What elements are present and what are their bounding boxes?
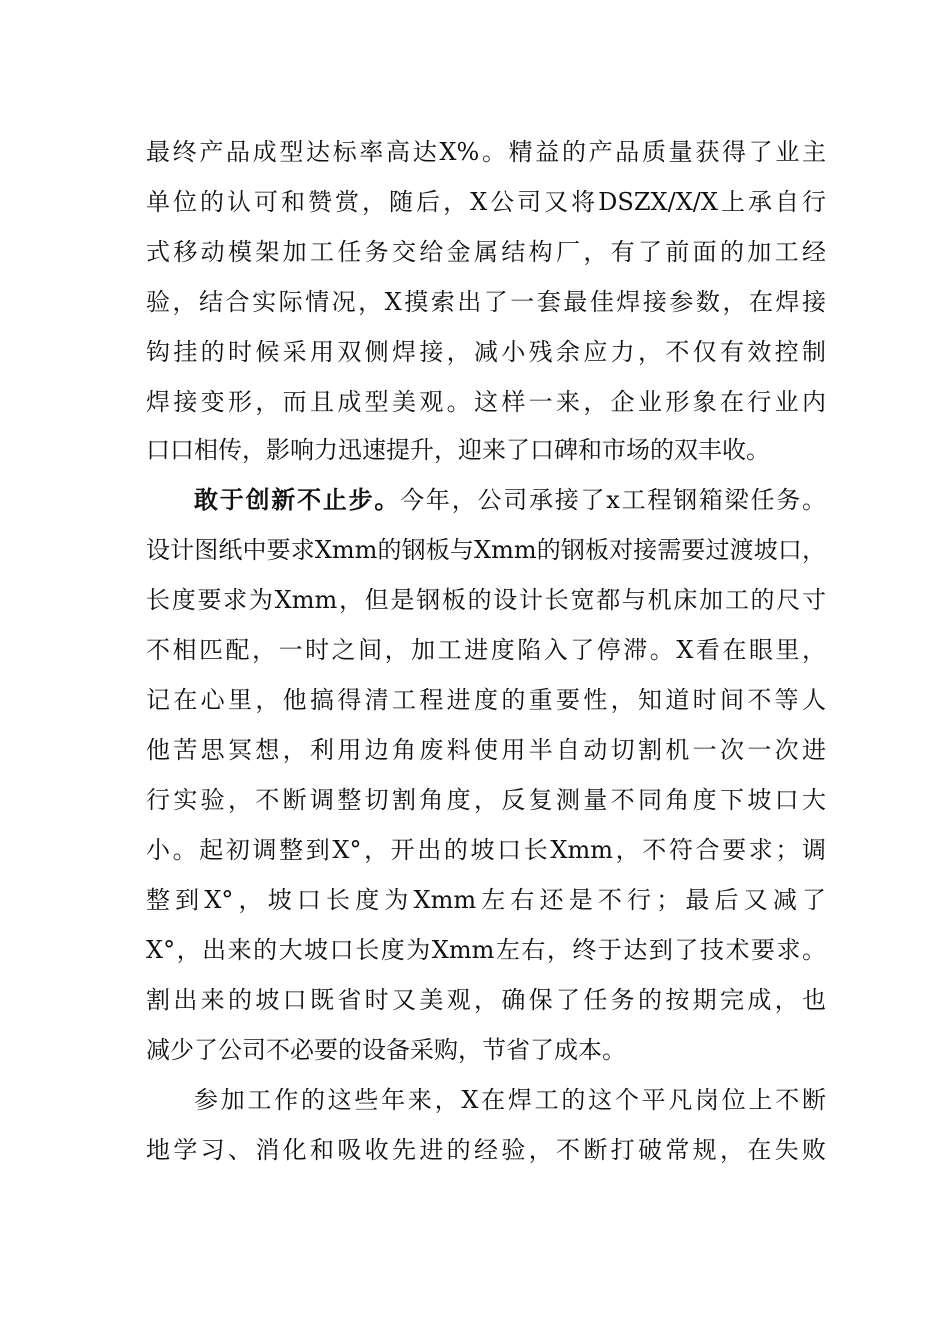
paragraph-2-line-12: 减少了公司不必要的设备采购，节省了成本。: [146, 1036, 626, 1064]
paragraph-1-line-6: 焊接变形，而且成型美观。这样一来，企业形象在行业内: [146, 388, 826, 416]
paragraph-1-line-1: 最终产品成型达标率高达X%。精益的产品质量获得了业主: [146, 138, 826, 166]
paragraph-2-line-1: [194, 480, 826, 520]
paragraph-1-line-5: 钩挂的时候采用双侧焊接，减小残余应力，不仅有效控制: [146, 338, 826, 366]
paragraph-3-line-2: 地学习、消化和吸收先进的经验，不断打破常规，在失败: [146, 1136, 826, 1164]
paragraph-2-first-text: 今年，公司承接了x工程钢箱梁任务。: [400, 486, 826, 514]
paragraph-1-line-4: 验，结合实际情况，X摸索出了一套最佳焊接参数，在焊接: [146, 288, 826, 316]
paragraph-2-line-8: 小。起初调整到X°，开出的坡口长Xmm，不符合要求；调: [146, 836, 826, 864]
paragraph-1-line-7: 口口相传，影响力迅速提升，迎来了口碑和市场的双丰收。: [146, 436, 770, 464]
paragraph-2-line-6: 他苦思冥想，利用边角废料使用半自动切割机一次一次进: [146, 736, 826, 764]
paragraph-2-line-5: 记在心里，他搞得清工程进度的重要性，知道时间不等人: [146, 686, 826, 714]
paragraph-2-line-7: 行实验，不断调整切割角度，反复测量不同角度下坡口大: [146, 786, 826, 814]
paragraph-2-line-3: 长度要求为Xmm，但是钢板的设计长宽都与机床加工的尺寸: [146, 586, 826, 614]
paragraph-2-line-10: X°，出来的大坡口长度为Xmm左右，终于达到了技术要求。: [146, 936, 826, 964]
paragraph-1-line-2: 单位的认可和赞赏，随后，X公司又将DSZX/X/X上承自行: [146, 188, 826, 216]
paragraph-2-line-11: 割出来的坡口既省时又美观，确保了任务的按期完成，也: [146, 986, 826, 1014]
paragraph-2-line-9: 整到X°，坡口长度为Xmm左右还是不行；最后又减了: [146, 886, 826, 914]
paragraph-3-line-1: 参加工作的这些年来，X在焊工的这个平凡岗位上不断: [194, 1086, 826, 1114]
paragraph-heading: 敢于创新不止步。: [194, 486, 401, 514]
paragraph-2-line-2: 设计图纸中要求Xmm的钢板与Xmm的钢板对接需要过渡坡口，: [146, 536, 826, 564]
paragraph-1-line-3: 式移动模架加工任务交给金属结构厂，有了前面的加工经: [146, 238, 826, 266]
paragraph-2-line-4: 不相匹配，一时之间，加工进度陷入了停滞。X看在眼里，: [146, 636, 826, 664]
